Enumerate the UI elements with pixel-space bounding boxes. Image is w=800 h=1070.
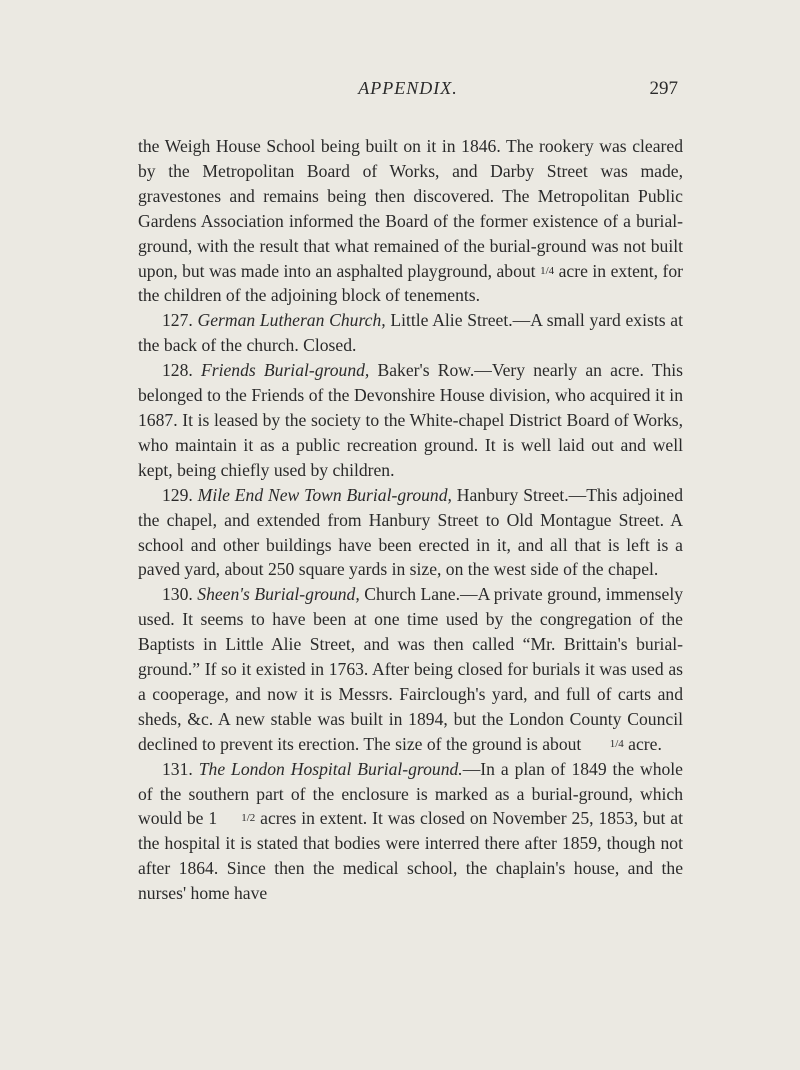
- entry-text: Baker's Row.—Very nearly an acre. This belonged to the Friends of the Devonshire House division, who acquired it in 1687. It is leased by the society to the White-chapel District Board of Works, who maintain it as a public recreation ground. It is well laid out and well kept, being chiefly used by children.: [138, 360, 684, 480]
- paragraph-text-after: acre in extent, for the children of the adjoining block of tenements.: [138, 260, 683, 306]
- entry-130: [138, 582, 683, 756]
- entry-129: [138, 483, 683, 583]
- header-title: APPENDIX.: [358, 78, 458, 98]
- entry-128: [138, 358, 683, 483]
- paragraph-text: the Weigh House School being built on it in 1846. The rookery was cleared by the Metropolitan Board of Works, and Darby Street was made, gravestones and remains being then discovered. The Metropolitan Public Gardens Association informed the Board of the former existence of a burial-ground, with the result that what remained of the burial-ground was not built upon, but was made into an asphalted playground, about: [138, 136, 683, 281]
- entry-number: 127.: [162, 310, 193, 331]
- entry-127: [138, 308, 683, 358]
- entry-text-after: acres in extent. It was closed on November 25, 1853, but at the hospital it is stated that bodies were interred there after 1859, though not after 1864. Since then the medical school, the chaplain's house, and the nurses' home have: [138, 808, 683, 904]
- fraction: 1/4: [609, 737, 624, 750]
- entry-number: 131.: [162, 758, 193, 779]
- entry-title: Sheen's Burial-ground,: [197, 584, 360, 605]
- entry-text-after: acre.: [623, 733, 662, 754]
- entry-number: 128.: [162, 360, 193, 381]
- body-text: [138, 134, 683, 906]
- fraction: 1/4: [540, 264, 555, 277]
- entry-title: The London Hospital Burial-ground.: [198, 758, 463, 779]
- entry-text: Hanbury Street.—This adjoined the chapel, and extended from Hanbury Street to Old Montague Street. A school and other buildings have been erected in it, and all that is left is a paved yard, about 250 square yards in size, on the west side of the chapel.: [138, 484, 683, 580]
- entry-number: 129.: [162, 484, 193, 505]
- fraction: 1/2: [241, 812, 256, 825]
- entry-text: Little Alie Street.—A small yard exists at the back of the church. Closed.: [138, 310, 683, 356]
- running-head: [138, 78, 678, 108]
- entry-text: Church Lane.—A private ground, immensely used. It seems to have been at one time used by the congregation of the Baptists in Little Alie Street, and was then called “Mr. Brittain's burial-ground.” If so it existed in 1763. After being closed for burials it was used as a cooperage, and now it is Messrs. Fairclough's yard, and full of carts and sheds, &c. A new stable was built in 1894, but the London County Council declined to prevent its erection. The size of the ground is about: [138, 584, 684, 754]
- entry-title: Friends Burial-ground,: [201, 360, 370, 381]
- page-number: 297: [649, 78, 678, 99]
- paragraph-continuation: [138, 134, 683, 308]
- entry-text: —In a plan of 1849 the whole of the southern part of the enclosure is marked as a burial-ground, which would be 1: [138, 758, 683, 829]
- entry-number: 130.: [162, 584, 193, 605]
- entry-title: German Lutheran Church,: [197, 310, 386, 331]
- entry-131: [138, 757, 683, 906]
- entry-title: Mile End New Town Burial-ground,: [197, 484, 452, 505]
